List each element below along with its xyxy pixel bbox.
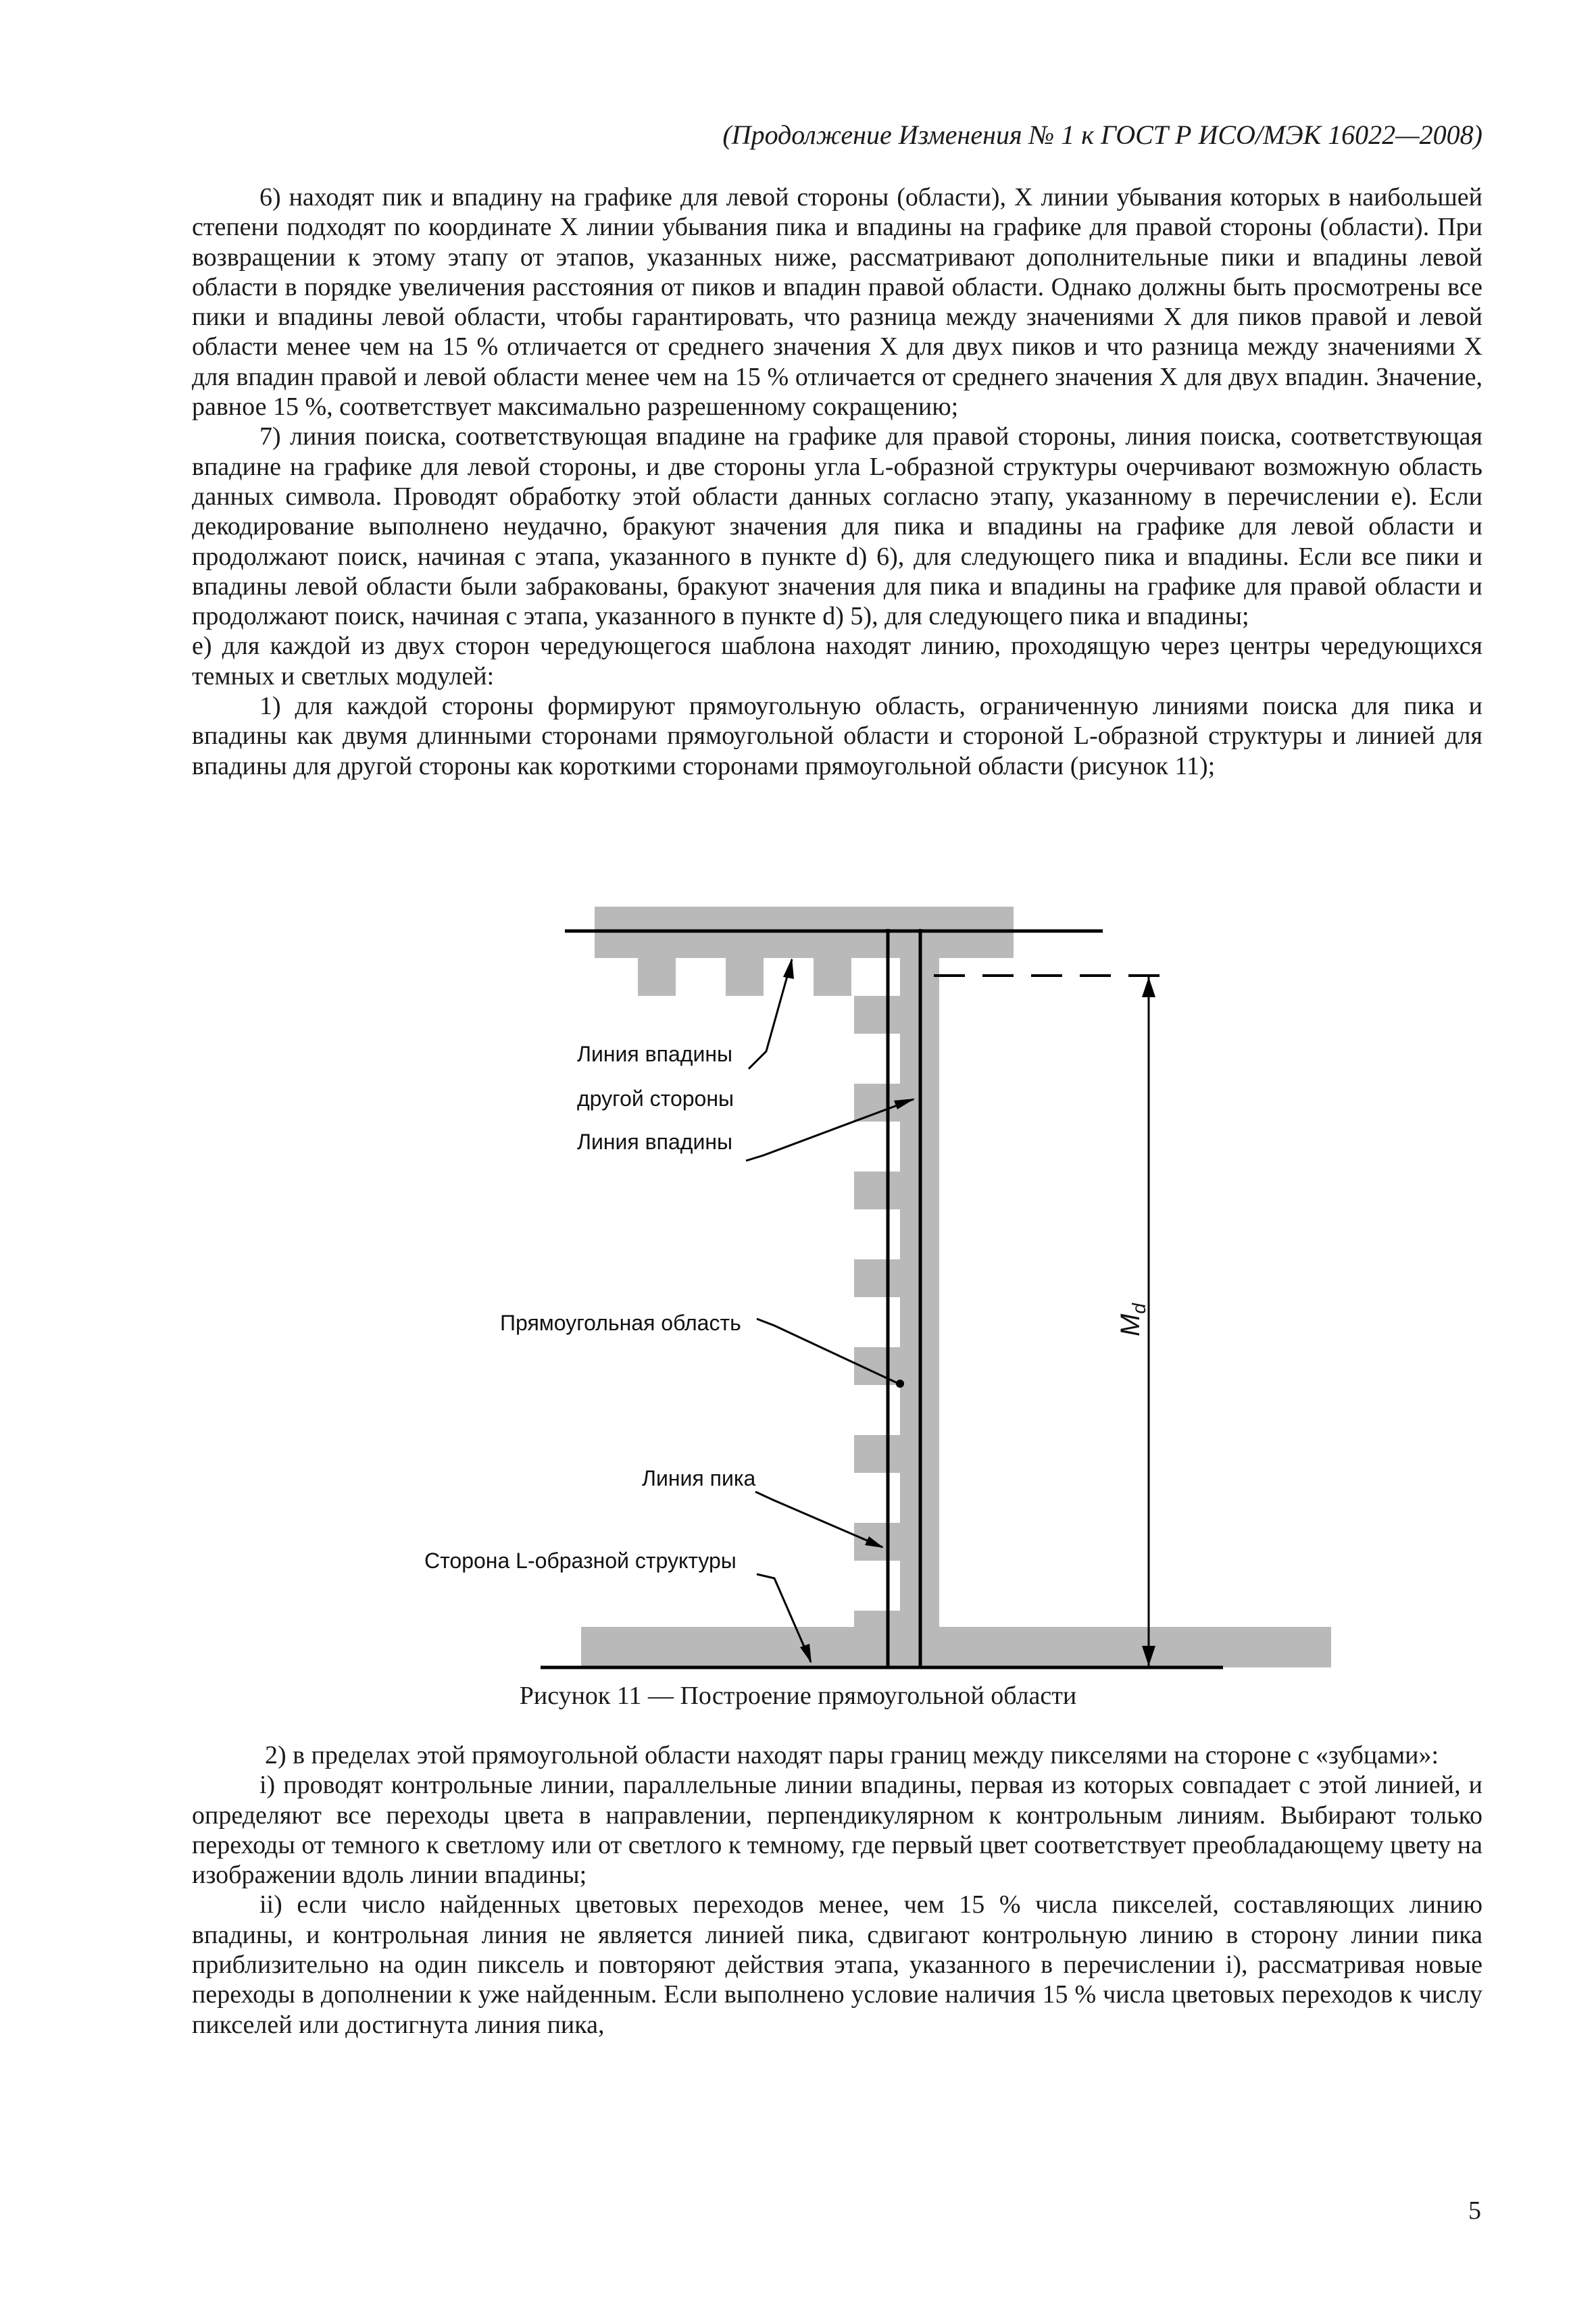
side-module [854,1084,900,1122]
dimension-label [1116,1303,1150,1336]
paragraph-substep-i: i) проводят контрольные линии, параллельные линии впадины, первая из которых совпадает с этой линией, и определяют все переходы цвета в направлении, перпендикулярном к контрольным линиям. Выбирают только переходы от темного к светлому или от светлого к темному, где первый цвет соответствует преобладающему цвету на изображении вдоль линии впадины; [192,1771,1482,1890]
paragraph-step-6: 6) находят пик и впадину на графике для левой стороны (области), X линии убывания которых в наибольшей степени подходят по координате X линии убывания пика и впадины на графике для правой стороны (области). При возвращении к этому этапу от этапов, указанных ниже, рассматривают дополнительные пики и впадины левой области в порядке увеличения расстояния от пиков и впадин правой области. Однако должны быть просмотрены все пики и впадины левой области, чтобы гарантировать, что разница между значениями X для пиков правой и левой области менее чем на 15 % отличается от среднего значения X для двух пиков и что разница между значениями X для впадин правой и левой области менее чем на 15 % отличается от среднего значения X для двух впадин. Значение, равное 15 %, соответствует максимально разрешенному сокращению; [192,183,1482,422]
tooth-module [726,958,764,996]
label-valley-line: Линия впадины [577,1130,732,1154]
tooth-module [638,958,676,996]
label-peak-line: Линия пика [642,1466,756,1490]
figure-11 [0,899,1596,1709]
figure-drawing [0,899,1596,1709]
label-valley-other-line1: Линия впадины [577,1042,732,1066]
rect-area-point [896,1380,904,1388]
paragraph-item-e: е) для каждой из двух сторон чередующегося шаблона находят линию, проходящую через центры чередующихся темных и светлых модулей: [192,632,1482,690]
body-text-bottom [192,1740,1482,2040]
paragraph-step-7: 7) линия поиска, соответствующая впадине на графике для правой стороны, линия поиска, соответствующая впадине на графике для левой стороны, и две стороны угла L-образной структуры очерчивают возможную область данных символа. Проводят обработку этой области данных согласно этапу, указанному в перечислении е). Если декодирование выполнено неудачно, бракуют значения для пика и впадины на графике для левой области и продолжают поиск, начиная с этапа, указанного в пункте d) 6), для следующего пика и впадины. Если все пики и впадины левой области были забракованы, бракуют значения для пика и впадины на графике для правой области и продолжают поиск, начиная с этапа, указанного в пункте d) 5), для следующего пика и впадины; [192,422,1482,631]
label-rect-area: Прямоугольная область [500,1311,741,1335]
arrowheads [783,958,1155,1666]
arrowhead [1142,977,1155,997]
label-l-side: Сторона L-образной структуры [424,1549,737,1573]
running-head: (Продолжение Изменения № 1 к ГОСТ Р ИСО/МЭК 16022—2008) [722,120,1482,150]
leader-peak [755,1492,882,1547]
dimension-subscript: d [1128,1303,1149,1314]
paragraph-substep-1: 1) для каждой стороны формируют прямоугольную область, ограниченную линиями поиска для пика и впадины как двумя длинными сторонами прямоугольной области и стороной L-образной структуры и линией для впадины для другой стороны как короткими сторонами прямоугольной области (рисунок 11); [192,692,1482,780]
page-number: 5 [1468,2196,1481,2225]
dimension-main: M [1115,1313,1145,1336]
figure-caption: Рисунок 11 — Построение прямоугольной области [519,1682,1077,1710]
side-module [854,996,900,1034]
label-valley-other-line2: другой стороны [577,1086,734,1111]
tooth-module [814,958,851,996]
side-module [854,1259,900,1297]
body-text-top [192,182,1482,781]
paragraph-substep-2: 2) в пределах этой прямоугольной области находят пары границ между пикселями на стороне с «зубцами»: [265,1741,1439,1769]
paragraph-substep-ii: ii) если число найденных цветовых переходов менее, чем 15 % числа пикселей, составляющих линию впадины, и контрольная линия не является линией пика, сдвигают контрольную линию в сторону линии пика приблизительно на один пиксель и повторяют действия этапа, указанного в перечислении i), рассматривая новые переходы в дополнении к уже найденным. Если выполнено условие наличия 15 % числа цветовых переходов к числу пикселей или достигнута линия пика, [192,1890,1482,2039]
bottom-bar-module [581,1627,1331,1667]
side-module [854,1523,900,1561]
side-module [854,1172,900,1209]
side-module [854,1435,900,1473]
